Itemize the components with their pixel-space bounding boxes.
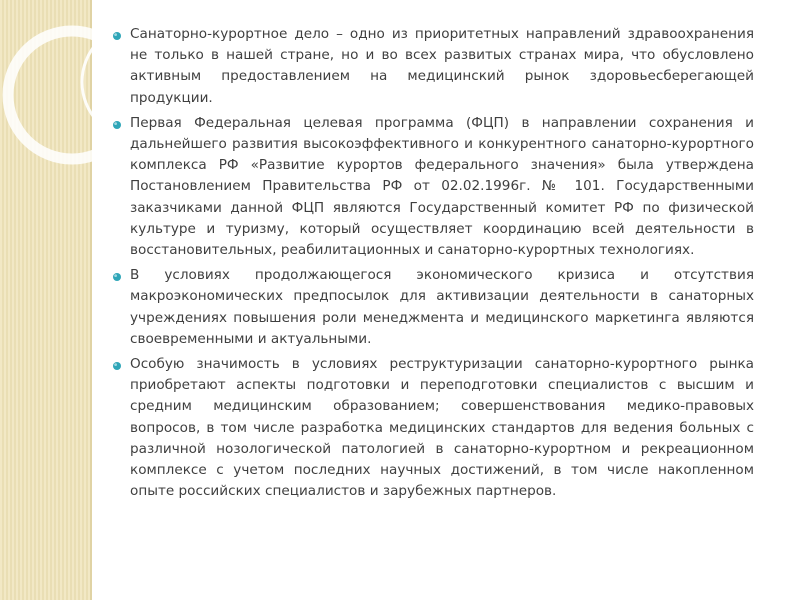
bullet-text: В условиях продолжающегося экономического кризиса и отсутствия макроэкономических предпосылок для активизации деятельности в санаторных учреждениях повышения роли менеджмента и медицинского маркетинга являются своевременными и актуальными. bbox=[130, 267, 754, 347]
bullet-icon bbox=[104, 113, 130, 130]
bullet-text: Особую значимость в условиях реструктуризации санаторно-курортного рынка приобретают аспекты подготовки и переподготовки специалистов с высшим и средним медицинским образованием; совершенствования медико-правовых вопросов, в том числе разработка медицинских стандартов для ведения больных с различной нозологической патологией в санаторно-курортном и рекреационном комплексе с учетом последних научных достижений, в том числе накопленном опыте российских специалистов и зарубежных партнеров. bbox=[130, 356, 754, 500]
bullet-item bbox=[104, 24, 754, 109]
bullet-text: Санаторно-курортное дело – одно из приоритетных направлений здравоохранения не только в нашей стране, но и во всех развитых странах мира, что обусловлено активным предоставлением на медицинский рынок здоровьесберегающей продукции. bbox=[130, 26, 754, 106]
bullet-item bbox=[104, 265, 754, 350]
bullet-item bbox=[104, 113, 754, 261]
slide-content bbox=[104, 24, 754, 506]
bullet-item bbox=[104, 354, 754, 502]
bullet-icon bbox=[104, 24, 130, 41]
bullet-icon bbox=[104, 354, 130, 371]
bullet-icon bbox=[104, 265, 130, 282]
bullet-text: Первая Федеральная целевая программа (ФЦП) в направлении сохранения и дальнейшего развития высокоэффективного и конкурентного санаторно-курортного комплекса РФ «Развитие курортов федерального значения» была утверждена Постановлением Правительства РФ от 02.02.1996г. № 101. Государственными заказчиками данной ФЦП являются Государственный комитет РФ по физической культуре и туризму, который осуществляет координацию всей деятельности в восстановительных, реабилитационных и санаторно-курортных технологиях. bbox=[130, 114, 754, 259]
